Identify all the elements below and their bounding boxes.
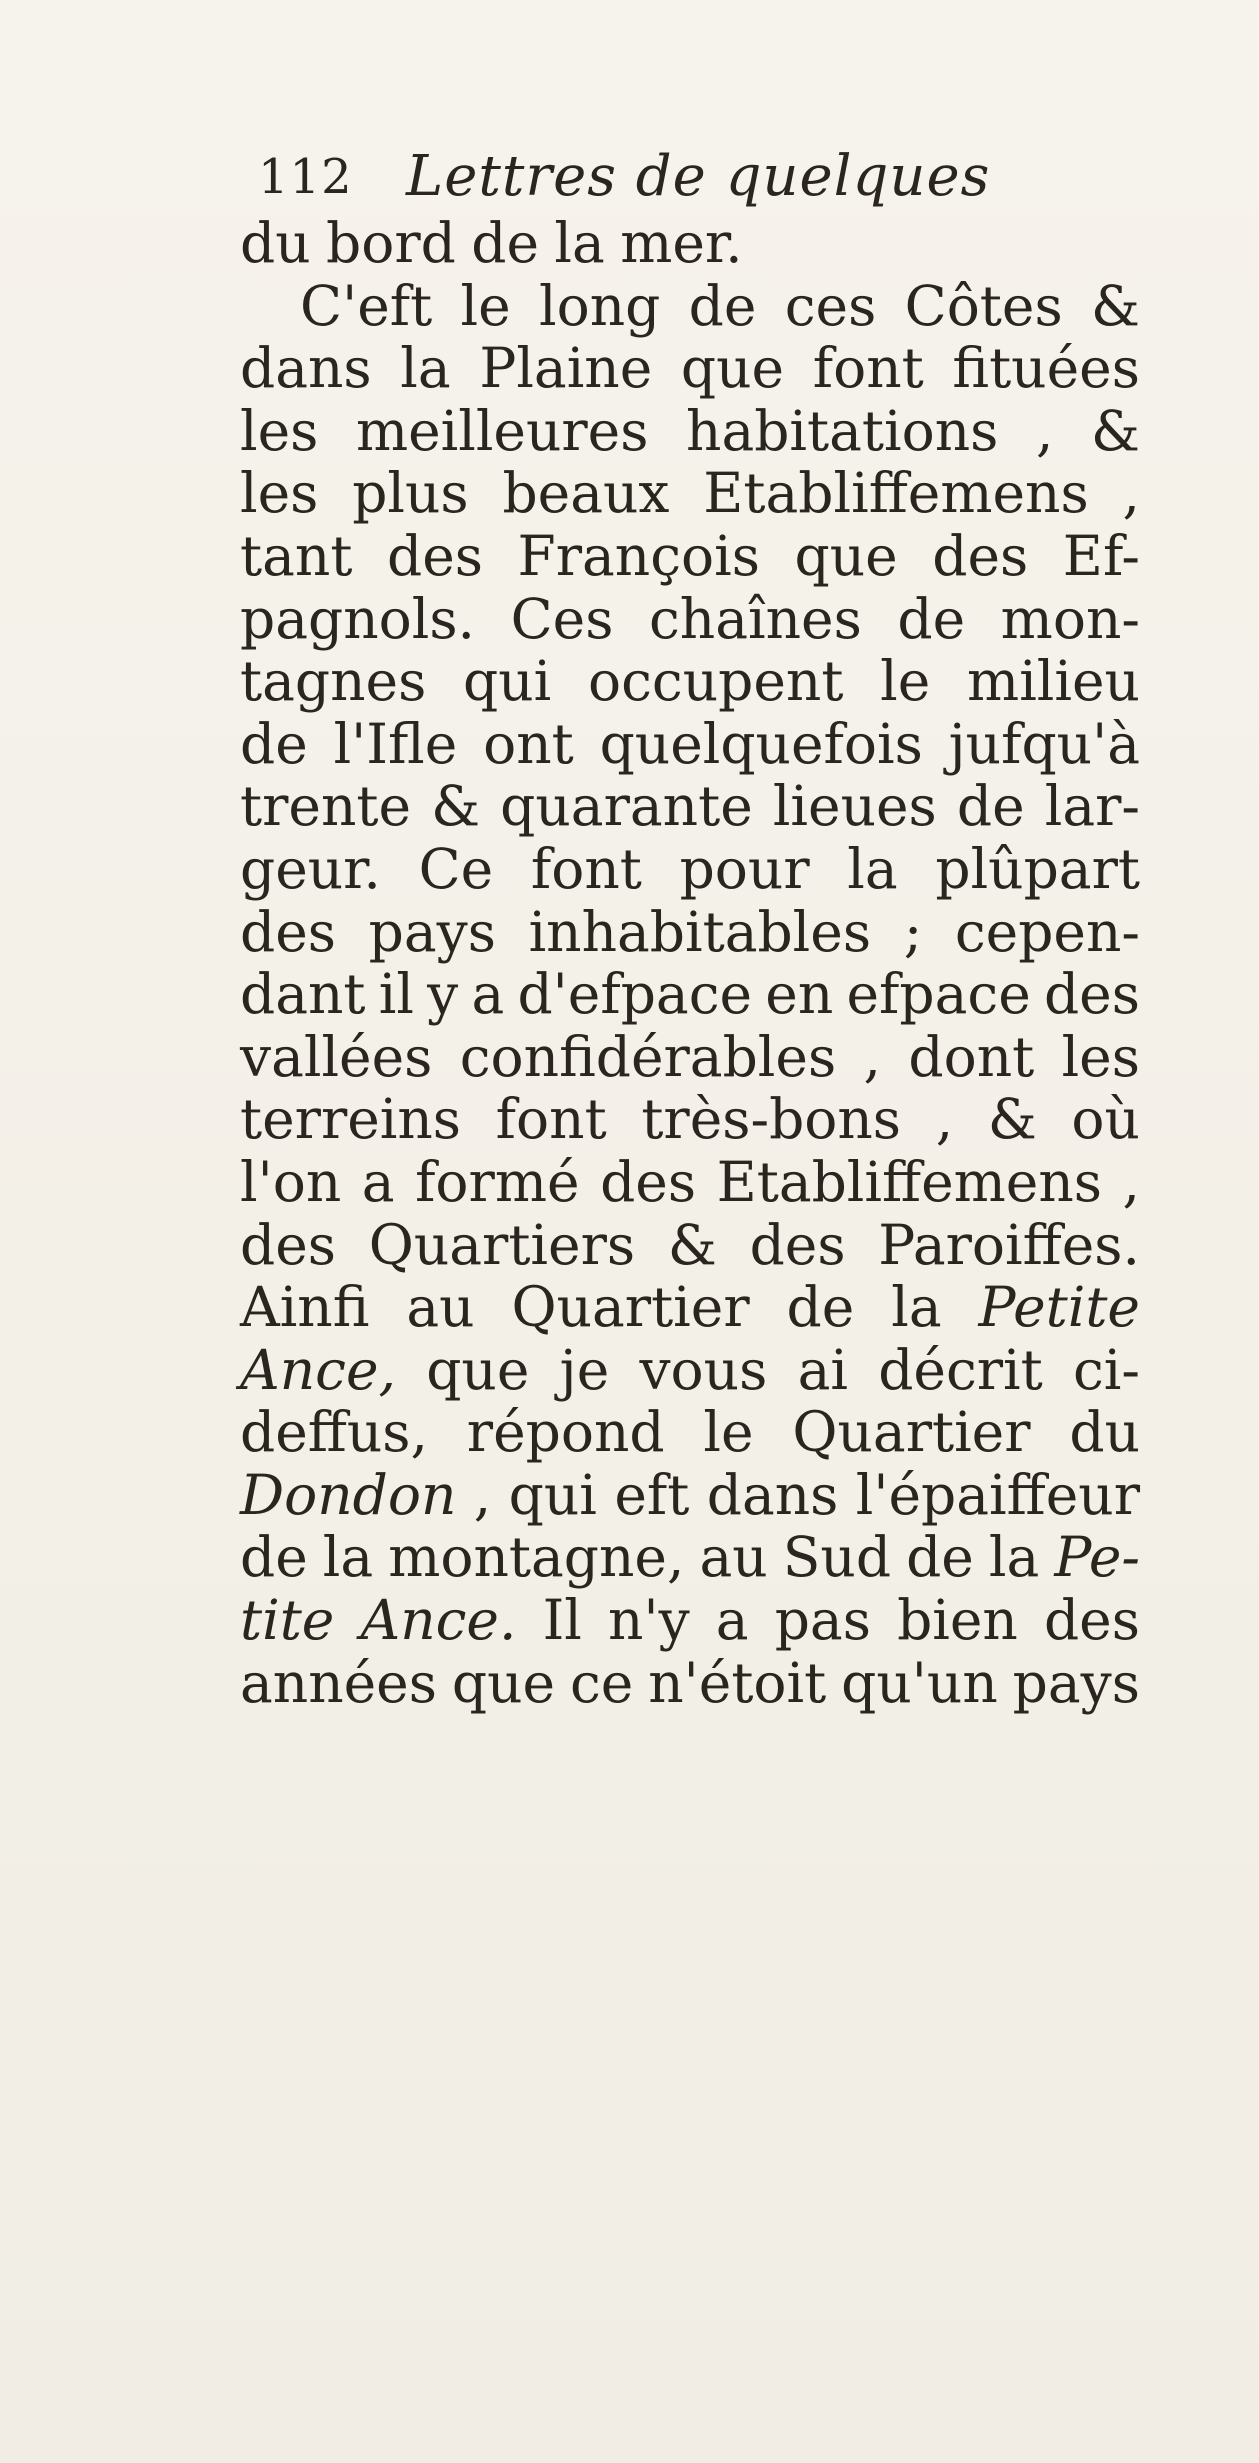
text-line bbox=[240, 1151, 1140, 1214]
word: que bbox=[426, 1337, 530, 1402]
word: d'efpace bbox=[517, 962, 753, 1027]
word: de bbox=[240, 1525, 308, 1590]
word: pays bbox=[368, 899, 496, 964]
text-line bbox=[240, 462, 1140, 525]
word: montagne, bbox=[388, 1525, 685, 1590]
word: dans bbox=[240, 336, 372, 401]
word: des bbox=[749, 1212, 846, 1277]
word: tite bbox=[240, 1588, 335, 1653]
word: les bbox=[240, 461, 319, 526]
word: n'y bbox=[608, 1588, 690, 1653]
running-head: Lettres de quelques bbox=[406, 144, 991, 209]
word: meilleures bbox=[355, 398, 649, 463]
word: des bbox=[1043, 962, 1140, 1027]
word: & bbox=[431, 774, 481, 839]
word: ; bbox=[903, 899, 923, 964]
word: bien bbox=[897, 1588, 1018, 1653]
word: mon- bbox=[1000, 586, 1140, 651]
word: habitations bbox=[686, 398, 999, 463]
word: a bbox=[471, 962, 505, 1027]
word: ai bbox=[797, 1337, 848, 1402]
word: des bbox=[600, 1149, 697, 1214]
word: la bbox=[891, 1275, 942, 1340]
word: font bbox=[495, 1087, 607, 1152]
word: Etabliffemens bbox=[703, 461, 1089, 526]
text-line bbox=[240, 775, 1140, 838]
word: de bbox=[688, 273, 757, 338]
word: trente bbox=[240, 774, 412, 839]
word: Côtes bbox=[904, 273, 1063, 338]
word: années bbox=[240, 1650, 437, 1715]
word: l'épaiffeur bbox=[855, 1462, 1140, 1527]
text-line bbox=[240, 1214, 1140, 1277]
page-number: 112 bbox=[258, 149, 353, 205]
word: confidérables bbox=[459, 1024, 837, 1089]
word: ces bbox=[784, 273, 877, 338]
word: tagnes bbox=[240, 649, 427, 714]
text-line bbox=[240, 212, 1140, 275]
word: Dondon bbox=[240, 1462, 457, 1527]
word: long bbox=[538, 273, 661, 338]
word: la bbox=[847, 836, 898, 901]
word: font bbox=[530, 836, 642, 901]
word: pays bbox=[1012, 1650, 1140, 1715]
text-line bbox=[240, 838, 1140, 901]
word: chaînes bbox=[649, 586, 862, 651]
text-line bbox=[240, 1026, 1140, 1089]
word: lieues bbox=[772, 774, 937, 839]
word: il bbox=[378, 962, 414, 1027]
word: inhabitables bbox=[528, 899, 872, 964]
word: l'on bbox=[240, 1149, 342, 1214]
word: dant bbox=[240, 962, 366, 1027]
word: quarante bbox=[500, 774, 753, 839]
word: , bbox=[1122, 1149, 1140, 1214]
word: vous bbox=[639, 1337, 768, 1402]
word: milieu bbox=[967, 649, 1140, 714]
word: de bbox=[906, 1525, 974, 1590]
word: Petite bbox=[978, 1275, 1140, 1340]
word: quelquefois bbox=[599, 711, 923, 776]
word: au bbox=[406, 1275, 475, 1340]
word: & bbox=[1091, 273, 1140, 338]
word: vallées bbox=[240, 1024, 433, 1089]
word: & bbox=[987, 1087, 1037, 1152]
text-line bbox=[240, 1652, 1140, 1715]
word: répond bbox=[466, 1400, 665, 1465]
word: des bbox=[932, 523, 1029, 588]
word: ont bbox=[483, 711, 574, 776]
word: Etabliffemens bbox=[716, 1149, 1102, 1214]
word: Plaine bbox=[479, 336, 653, 401]
word: & bbox=[667, 1212, 717, 1277]
word: Paroiffes. bbox=[878, 1212, 1140, 1277]
word: Sud bbox=[782, 1525, 892, 1590]
word: , bbox=[863, 1024, 882, 1089]
word: de bbox=[897, 586, 966, 651]
word: que bbox=[794, 523, 898, 588]
text-line bbox=[240, 1589, 1140, 1652]
word: la bbox=[400, 336, 451, 401]
word: que bbox=[680, 336, 785, 401]
word: ci- bbox=[1072, 1337, 1140, 1402]
word: où bbox=[1071, 1087, 1140, 1152]
word: l'Ifle bbox=[333, 711, 458, 776]
word: plûpart bbox=[935, 836, 1140, 901]
word: au bbox=[699, 1525, 768, 1590]
word: n'étoit bbox=[648, 1650, 827, 1715]
word: François bbox=[517, 523, 760, 588]
word: mer. bbox=[620, 211, 743, 275]
word: le bbox=[460, 273, 511, 338]
word: Ainfi bbox=[240, 1275, 370, 1340]
word: Ance. bbox=[360, 1588, 517, 1653]
word: a bbox=[715, 1588, 749, 1653]
word: les bbox=[240, 398, 319, 463]
word: Il bbox=[542, 1588, 582, 1653]
word: la bbox=[554, 211, 605, 275]
word: qui bbox=[508, 1462, 597, 1527]
text-line bbox=[240, 525, 1140, 588]
word: , bbox=[1122, 461, 1140, 526]
word: le bbox=[703, 1400, 754, 1465]
word: geur. bbox=[240, 836, 381, 901]
word: Ance, bbox=[240, 1337, 396, 1402]
word: deffus, bbox=[240, 1400, 428, 1465]
text-line bbox=[240, 713, 1140, 776]
word: des bbox=[240, 1212, 336, 1277]
word: que bbox=[451, 1650, 556, 1715]
word: en bbox=[765, 962, 834, 1027]
word: la bbox=[322, 1525, 374, 1590]
word: , bbox=[473, 1462, 492, 1527]
word: plus bbox=[352, 461, 469, 526]
word: eft bbox=[614, 1462, 690, 1527]
word: dont bbox=[908, 1024, 1035, 1089]
word: y bbox=[427, 962, 459, 1027]
word: Ces bbox=[510, 586, 614, 651]
word: pour bbox=[679, 836, 810, 901]
text-line bbox=[240, 1464, 1140, 1527]
word: du bbox=[240, 211, 311, 275]
word: le bbox=[880, 649, 931, 714]
word: pas bbox=[774, 1588, 871, 1653]
word: terreins bbox=[240, 1087, 462, 1152]
text-line bbox=[240, 1276, 1140, 1339]
page-header bbox=[258, 142, 1158, 212]
word: efpace bbox=[846, 962, 1031, 1027]
word: font bbox=[812, 336, 924, 401]
word: des bbox=[240, 899, 336, 964]
text-line bbox=[240, 588, 1140, 651]
word: Quartiers bbox=[368, 1212, 636, 1277]
text-line bbox=[240, 275, 1140, 338]
word: très-bons bbox=[641, 1087, 902, 1152]
word: du bbox=[1069, 1400, 1140, 1465]
text-line bbox=[240, 1401, 1140, 1464]
word: a bbox=[361, 1149, 395, 1214]
word: de bbox=[240, 711, 308, 776]
word: Pe- bbox=[1054, 1525, 1140, 1590]
word: C'eft bbox=[300, 273, 433, 338]
word: de bbox=[956, 774, 1025, 839]
word: lar- bbox=[1044, 774, 1140, 839]
word: Ef- bbox=[1062, 523, 1140, 588]
text-line bbox=[240, 1526, 1140, 1589]
word: des bbox=[1043, 1588, 1140, 1653]
word: beaux bbox=[502, 461, 670, 526]
word: fituées bbox=[952, 336, 1140, 401]
word: cepen- bbox=[954, 899, 1140, 964]
word: & bbox=[1090, 398, 1140, 463]
word: Ce bbox=[418, 836, 494, 901]
word: Quartier bbox=[511, 1275, 750, 1340]
word: je bbox=[559, 1337, 610, 1402]
word: de bbox=[786, 1275, 855, 1340]
text-line bbox=[240, 650, 1140, 713]
text-line bbox=[240, 337, 1140, 400]
word: Quartier bbox=[792, 1400, 1031, 1465]
word: la bbox=[988, 1525, 1040, 1590]
word: , bbox=[935, 1087, 954, 1152]
word: des bbox=[386, 523, 483, 588]
word: tant bbox=[240, 523, 353, 588]
text-line bbox=[240, 901, 1140, 964]
text-line bbox=[240, 400, 1140, 463]
word: bord bbox=[326, 211, 456, 275]
word: qui bbox=[463, 649, 552, 714]
text-line bbox=[240, 963, 1140, 1026]
word: les bbox=[1061, 1024, 1140, 1089]
text-line bbox=[240, 1088, 1140, 1151]
word: de bbox=[471, 211, 540, 275]
word: qu'un bbox=[841, 1650, 998, 1715]
word: décrit bbox=[878, 1337, 1043, 1402]
word: , bbox=[1035, 398, 1054, 463]
word: occupent bbox=[588, 649, 844, 714]
word: dans bbox=[706, 1462, 839, 1527]
word: pagnols. bbox=[240, 586, 476, 651]
word: jufqu'à bbox=[948, 711, 1140, 776]
word: ce bbox=[569, 1650, 634, 1715]
word: formé bbox=[415, 1149, 580, 1214]
text-line bbox=[240, 1339, 1140, 1402]
body-text bbox=[240, 212, 1140, 1714]
